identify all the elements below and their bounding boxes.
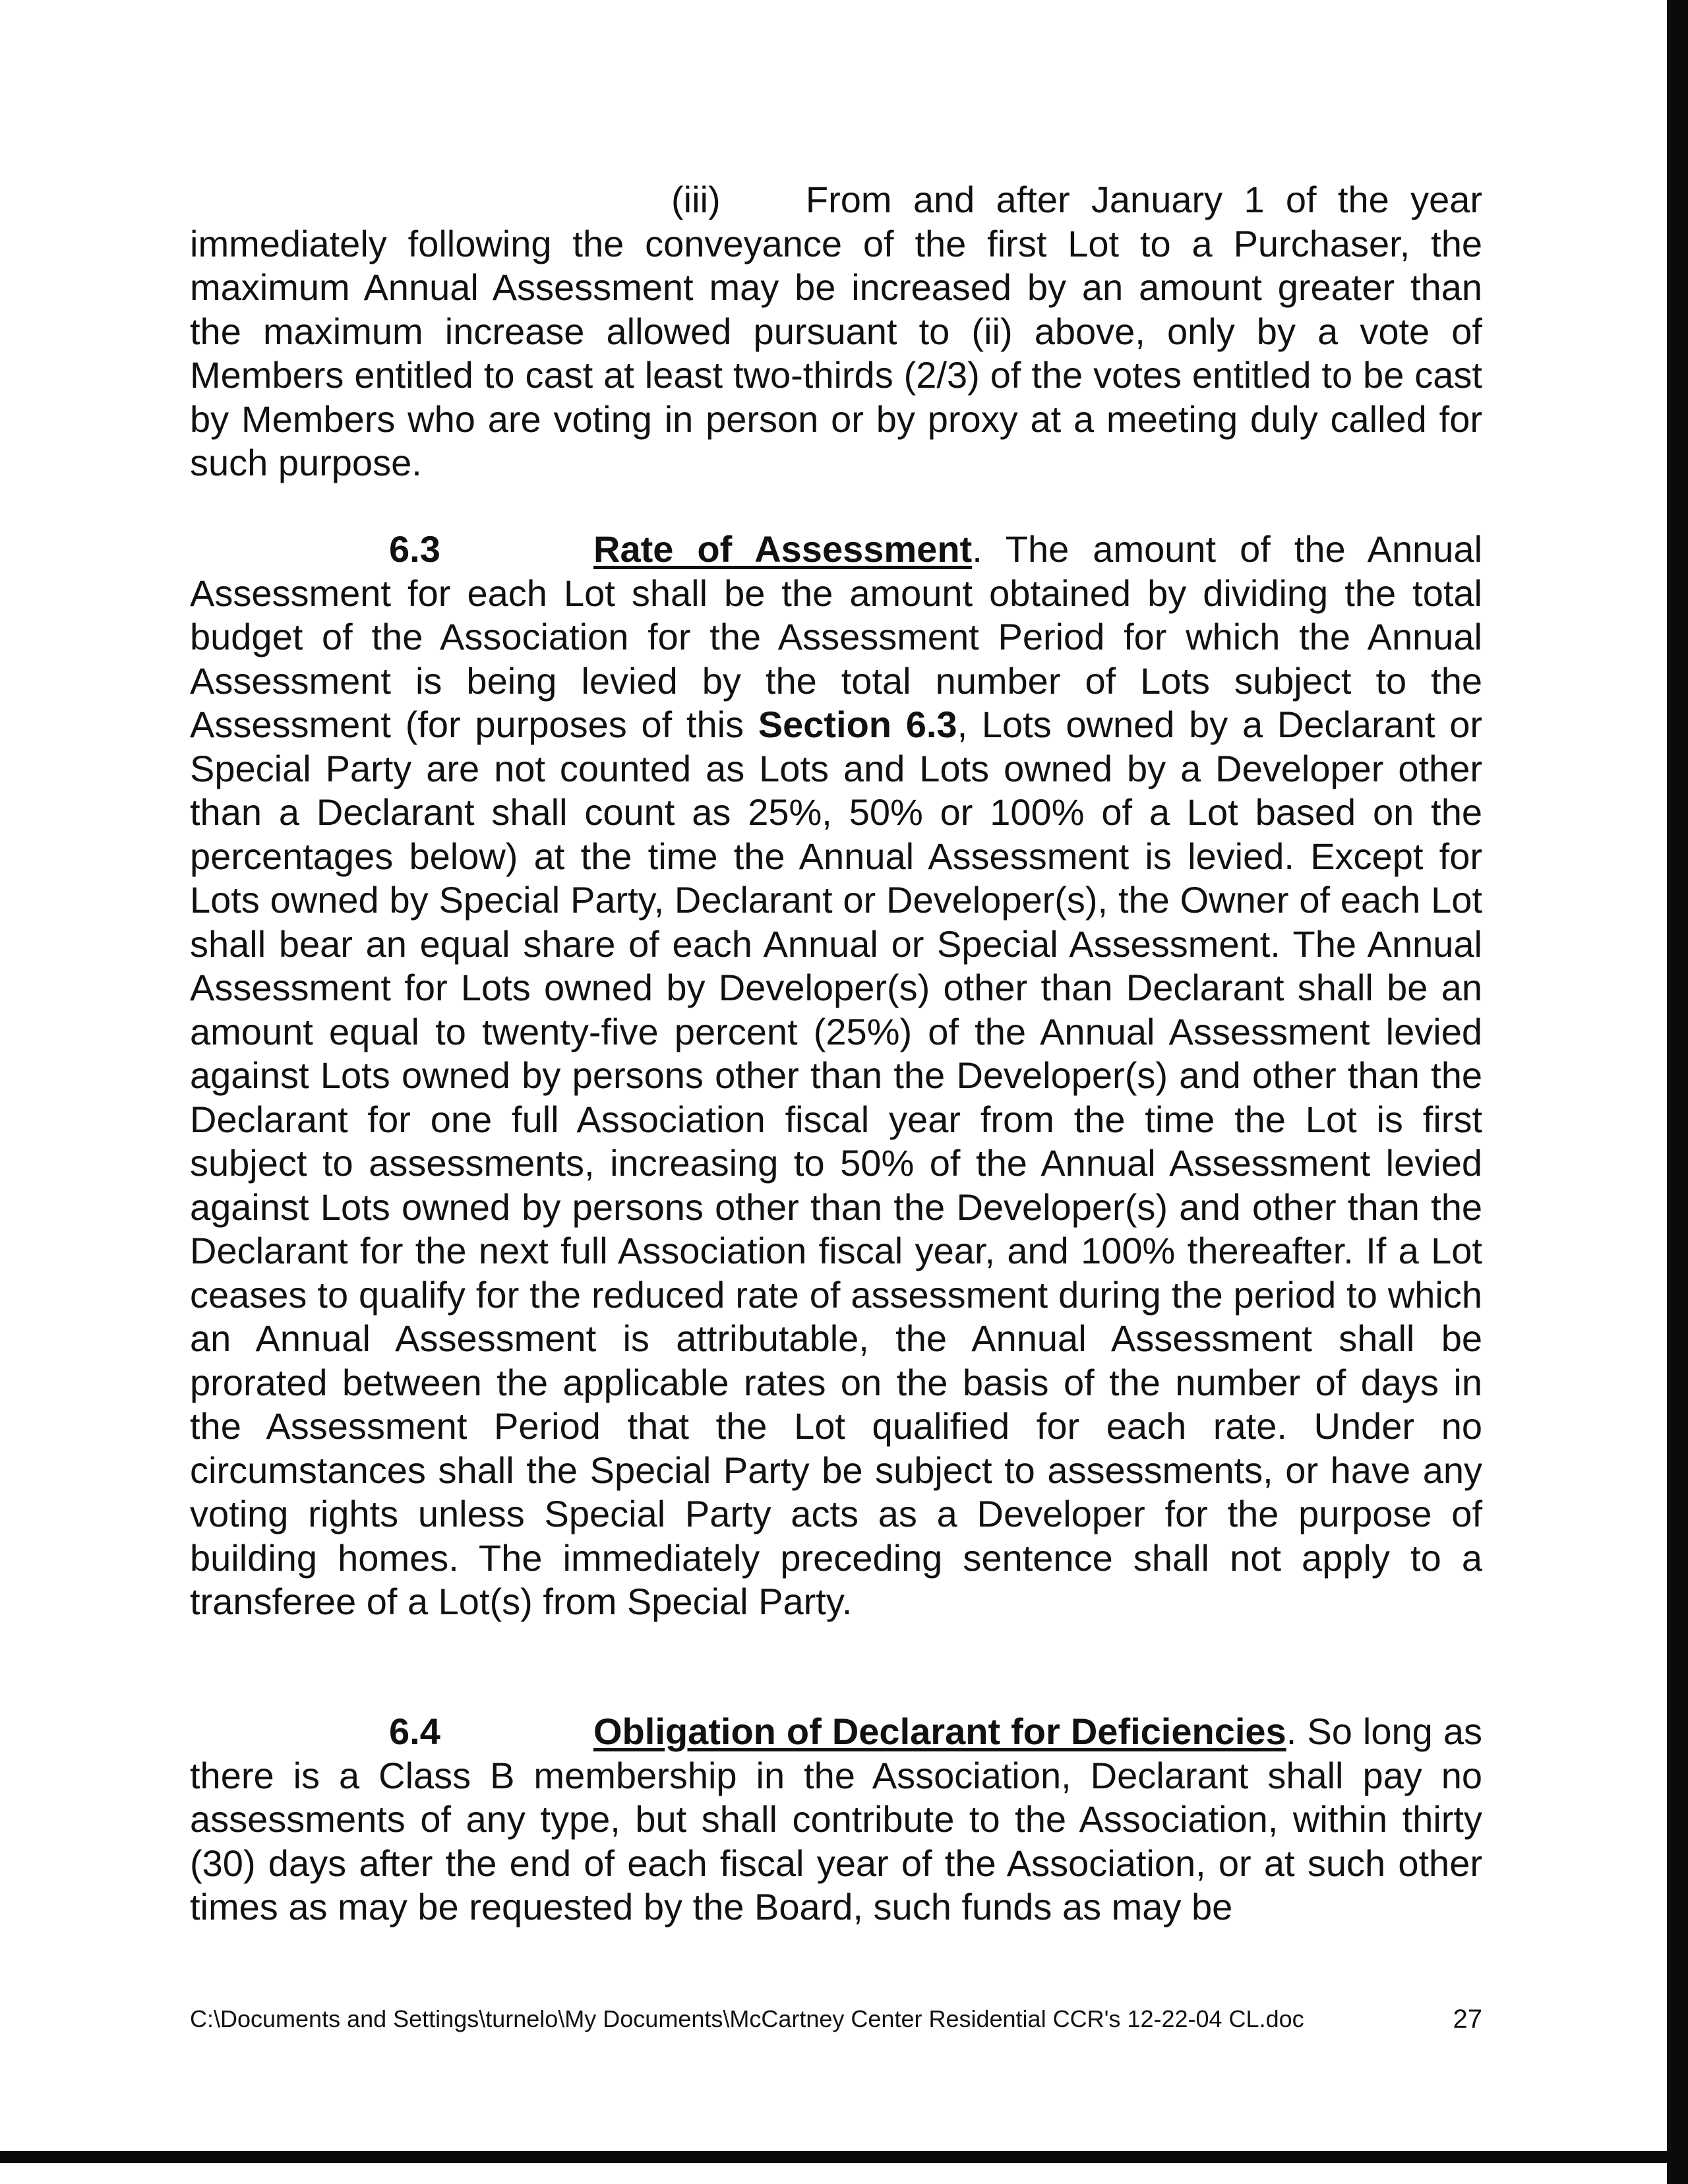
page-number: 27 [1453, 2005, 1482, 2034]
section-6-4 [190, 1710, 1482, 1929]
scan-edge-right [1667, 0, 1688, 2184]
paragraph-iii-label: (iii) [671, 179, 721, 220]
scan-edge-bottom [0, 2151, 1688, 2163]
section-text-part-1: The amount of the Annual Assessment for each Lot shall be the amount obtained by dividing the total budget of the Association for the Assessment Period for which the Annual Assessment is being levied by the total number of Lots subject to the Assessment (for purposes of this [190, 528, 1483, 745]
section-title: Rate of Assessment [593, 528, 973, 570]
footer-file-path: C:\Documents and Settings\turnelo\My Documents\McCartney Center Residential CCR's 12-22-04 CL.doc [190, 2005, 1304, 2032]
section-text-part-2: , Lots owned by a Declarant or Special Party are not counted as Lots and Lots owned by a Developer other than a Declarant shall count as 25%, 50% or 100% of a Lot based on the percentages below) at the time the Annual Assessment is levied. Except for Lots owned by Special Party, Declarant or Developer(s), the Owner of each Lot shall bear an equal share of each Annual or Special Assessment. The Annual Assessment for Lots owned by Developer(s) other than Declarant shall be an amount equal to twenty-five percent (25%) of the Annual Assessment levied against Lots owned by persons other than the Developer(s) and other than the Declarant for one full Association fiscal year from the time the Lot is first subject to assessments, increasing to 50% of the Annual Assessment levied against Lots owned by persons other than the Developer(s) and other than the Declarant for the next full Association fiscal year, and 100% thereafter. If a Lot ceases to qualify for the reduced rate of assessment during the period to which an Annual Assessment is attributable, the Annual Assessment shall be prorated between the applicable rates on the basis of the number of days in the Assessment Period that the Lot qualified for each rate. Under no circumstances shall the Special Party be subject to assessments, or have any voting rights unless Special Party acts as a Developer for the purpose of building homes. The immediately preceding sentence shall not apply to a transferee of a Lot(s) from Special Party. [190, 704, 1482, 1622]
paragraph-iii-text: From and after January 1 of the year immediately following the conveyance of the first Lot to a Purchaser, the maximum Annual Assessment may be increased by an amount greater than the maximum increase allowed pursuant to (ii) above, only by a vote of Members entitled to cast at least two-thirds (2/3) of the votes entitled to be cast by Members who are voting in person or by proxy at a meeting duly called for such purpose. [190, 179, 1483, 483]
section-number: 6.3 [389, 528, 440, 570]
section-title-period: . [1286, 1711, 1297, 1752]
section-reference: Section 6.3 [758, 704, 957, 745]
section-6-3 [190, 528, 1482, 1624]
section-title-period: . [972, 528, 982, 570]
section-number: 6.4 [389, 1711, 440, 1752]
paragraph-iii [190, 178, 1482, 485]
section-title: Obligation of Declarant for Deficiencies [593, 1711, 1286, 1752]
section-text: So long as there is a Class B membership in the Association, Declarant shall pay no assessments of any type, but shall contribute to the Association, within thirty (30) days after the end of each fiscal year of the Association, or at such other times as may be requested by the Board, such funds as may be [190, 1711, 1482, 1927]
